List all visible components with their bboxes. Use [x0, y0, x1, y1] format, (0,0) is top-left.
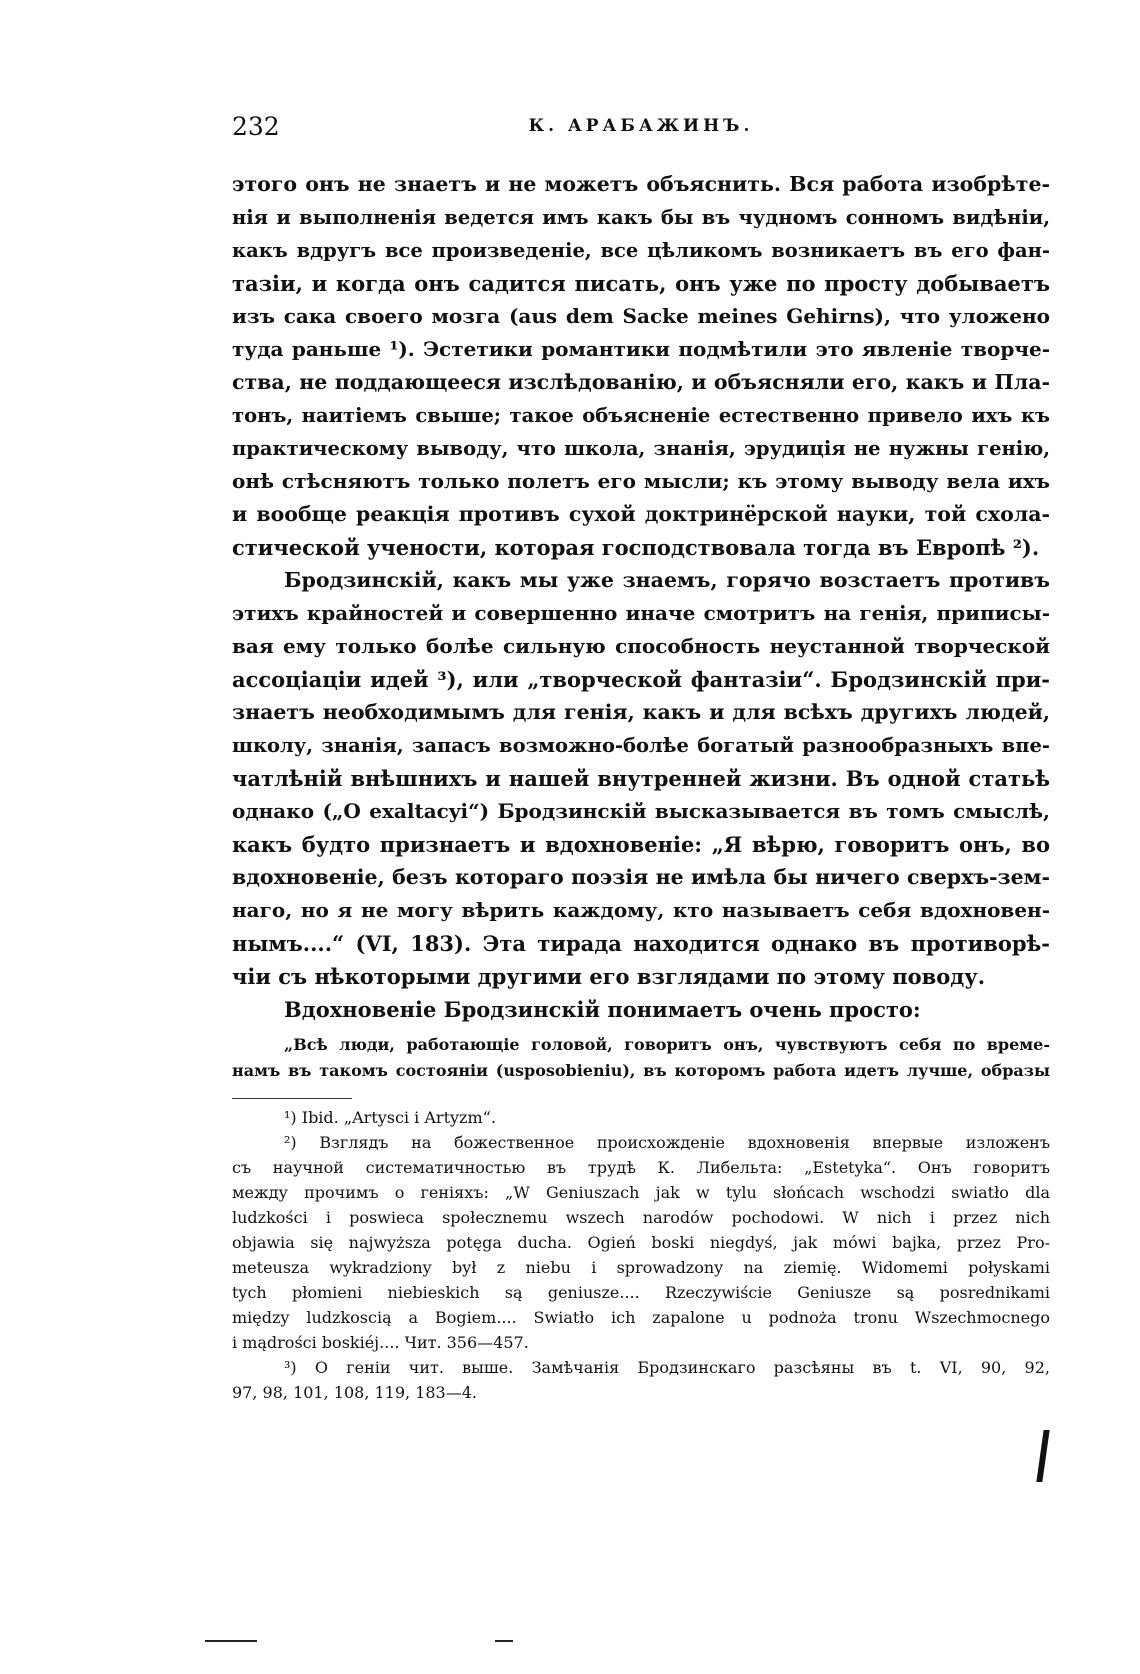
text-line: Вдохновеніе Бродзинскій понимаетъ очень просто:	[284, 997, 921, 1022]
text-line: практическому выводу, что школа, знанія, эрудиція не нужны генію,	[232, 437, 1050, 460]
text-line: чатлѣній внѣшнихъ и нашей внутренней жизни. Въ одной статьѣ	[232, 766, 1050, 791]
text-line: какъ вдругъ все произведеніе, все цѣликомъ возникаетъ въ его фан-	[232, 239, 1050, 262]
text-line: стической учености, которая господствовала тогда въ Европѣ ²).	[232, 535, 1040, 560]
footnote-line: ²) Взглядъ на божественное происхожденіе вдохновенія впервые изложенъ	[284, 1133, 1050, 1152]
footnote-line: i mądrości boskiéj.... Чит. 356—457.	[232, 1333, 529, 1352]
page-header	[232, 112, 1050, 148]
footnote-line: ludzkości i poswieca społecznemu wszech narodów pochodowi. W nich i przez nich	[232, 1208, 1050, 1227]
quote-line: „Всѣ люди, работающіе головой, говоритъ онъ, чувствуютъ себя по време-	[284, 1035, 1050, 1054]
footnote-line: tych płomieni niebieskich są geniusze.... Rzeczywiście Geniusze są posrednikami	[232, 1283, 1050, 1302]
bottom-edge-marks	[205, 1640, 605, 1650]
quote-line: намъ въ такомъ состояніи (usposobieniu), въ которомъ работа идетъ лучше, образы	[232, 1061, 1050, 1080]
edge-mark	[495, 1640, 513, 1642]
text-line: туда раньше ¹). Эстетики романтики подмѣтили это явленіе творче-	[232, 337, 1050, 361]
text-line: какъ будто признаетъ и вдохновеніе: „Я вѣрю, говоритъ онъ, во	[232, 832, 1050, 857]
footnote-line: между прочимъ о геніяхъ: „W Geniuszach jak w tylu słońcach wschodzi swiatło dla	[232, 1183, 1050, 1202]
text-line: изъ сака своего мозга (aus dem Sacke meines Gehirns), что уложено	[232, 304, 1050, 328]
footnote-rule	[232, 1098, 352, 1099]
text-line: вая ему только болѣе сильную способность неустанной творческой	[232, 634, 1050, 658]
text-line: Бродзинскій, какъ мы уже знаемъ, горячо возстаетъ противъ	[284, 568, 1050, 592]
edge-mark	[205, 1640, 257, 1642]
main-text	[232, 168, 1050, 1405]
text-line: чіи съ нѣкоторыми другими его взглядами по этому поводу.	[232, 964, 986, 989]
text-line: школу, знанія, запасъ возможно-болѣе богатый разнообразныхъ впе-	[232, 734, 1050, 757]
text-line: знаетъ необходимымъ для генія, какъ и для всѣхъ другихъ людей,	[232, 700, 1050, 724]
running-head: К. АРАБАЖИНЪ.	[528, 116, 754, 136]
text-line: этихъ крайностей и совершенно иначе смотритъ на генія, приписы-	[232, 601, 1050, 625]
text-line: наго, но я не могу вѣрить каждому, кто называетъ себя вдохновен-	[232, 898, 1050, 922]
text-line: вдохновеніе, безъ котораго поэзія не имѣла бы ничего сверхъ-зем-	[232, 865, 1050, 889]
text-line: нымъ....“ (VI, 183). Эта тирада находится однако въ противорѣ-	[232, 931, 1050, 956]
footnote-line: objawia się najwyższa potęga ducha. Ogień boski niegdyś, jak mówi bajka, przez Pro-	[232, 1233, 1050, 1252]
text-line: однако („O exaltacyi“) Бродзинскій высказывается въ томъ смыслѣ,	[232, 799, 1050, 823]
footnote-line: 97, 98, 101, 108, 119, 183—4.	[232, 1383, 477, 1402]
text-line: тонъ, наитіемъ свыше; такое объясненіе естественно привело ихъ къ	[232, 404, 1050, 427]
block-quote	[232, 1032, 1050, 1084]
margin-ink-mark	[1036, 1430, 1049, 1482]
text-line: онѣ стѣсняютъ только полетъ его мысли; къ этому выводу вела ихъ	[232, 469, 1050, 493]
footnote-line: ³) О геніи чит. выше. Замѣчанія Бродзинскаго разсѣяны въ t. VI, 90, 92,	[284, 1358, 1050, 1377]
page-number: 232	[232, 112, 280, 141]
text-line: ассоціаціи идей ³), или „творческой фантазіи“. Бродзинскій при-	[232, 667, 1050, 692]
footnote-line: między ludzkoscią a Bogiem.... Swiatło ich zapalone u podnoża tronu Wszechmocnego	[232, 1308, 1050, 1327]
footnote-line: meteusza wykradziony był z niebu i sprowadzony na ziemię. Widomemi połyskami	[232, 1258, 1050, 1277]
text-line: нія и выполненія ведется имъ какъ бы въ чудномъ сонномъ видѣніи,	[232, 206, 1050, 229]
text-line: этого онъ не знаетъ и не можетъ объяснить. Вся работа изобрѣте-	[232, 172, 1050, 196]
footnotes	[232, 1105, 1050, 1405]
footnote-line: ¹) Ibid. „Artysci i Artyzm“.	[284, 1108, 496, 1127]
footnote-line: съ научной систематичностью въ трудѣ К. Либельта: „Estetyka“. Онъ говоритъ	[232, 1158, 1050, 1177]
text-line: и вообще реакція противъ сухой доктринёрской науки, той схола-	[232, 502, 1050, 526]
text-line: тазіи, и когда онъ садится писать, онъ уже по просту добываетъ	[232, 271, 1050, 296]
text-line: ства, не поддающееся изслѣдованію, и объясняли его, какъ и Пла-	[232, 370, 1050, 394]
